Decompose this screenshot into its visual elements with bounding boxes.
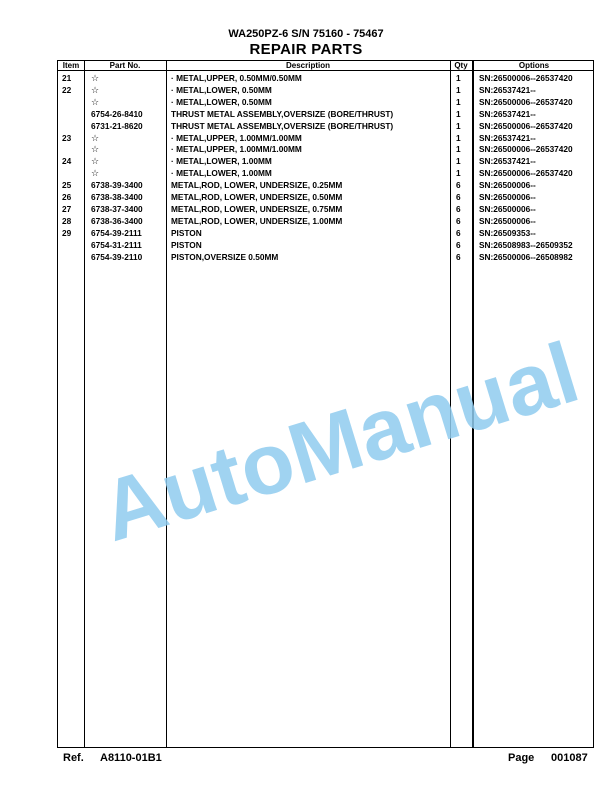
header-options: Options xyxy=(518,61,550,70)
row-item: 28 xyxy=(62,215,72,226)
row-item: 24 xyxy=(62,156,72,167)
row-options: SN:26500006--26508982 xyxy=(479,251,573,262)
row-options: SN:26537421-- xyxy=(479,156,536,167)
row-qty: 1 xyxy=(456,73,461,83)
row-options: SN:26500006--26537420 xyxy=(479,73,573,83)
row-options: SN:26500006--26537420 xyxy=(479,168,573,179)
row-description: PISTON xyxy=(171,227,202,238)
row-description: PISTON xyxy=(171,239,202,250)
row-part-number: 6754-26-8410 xyxy=(91,108,143,119)
row-options: SN:26500006-- xyxy=(479,203,536,214)
row-options: SN:26500006-- xyxy=(479,180,536,191)
table-row xyxy=(58,155,593,167)
row-part-number: 6738-36-3400 xyxy=(91,215,143,226)
table-row xyxy=(58,84,593,96)
row-options: SN:26500006-- xyxy=(479,192,536,202)
table-row xyxy=(58,132,593,144)
row-part-number: 6738-38-3400 xyxy=(91,192,143,202)
table-row xyxy=(58,191,593,203)
row-qty: 1 xyxy=(456,84,461,95)
page-label: Page xyxy=(508,752,535,764)
row-description: PISTON,OVERSIZE 0.50MM xyxy=(171,251,279,262)
table-row xyxy=(58,239,593,251)
table-row xyxy=(58,96,593,108)
row-options: SN:26508983--26509352 xyxy=(479,239,573,250)
row-part-number: ☆ xyxy=(91,144,100,155)
header-description: Description xyxy=(285,61,330,70)
row-description: · METAL,LOWER, 0.50MM xyxy=(171,96,272,107)
row-part-number: ☆ xyxy=(91,132,100,143)
row-part-number: 6731-21-8620 xyxy=(91,120,143,131)
ref-label: Ref. xyxy=(63,752,84,764)
table-row xyxy=(58,120,593,132)
row-qty: 6 xyxy=(456,251,461,262)
row-part-number: 6754-39-2111 xyxy=(91,227,142,238)
row-options: SN:26500006-- xyxy=(479,215,536,226)
table-row xyxy=(58,251,593,263)
row-qty: 1 xyxy=(456,168,461,179)
row-options: SN:26500006--26537420 xyxy=(479,144,573,155)
row-qty: 6 xyxy=(456,192,461,202)
header-part-no: Part No. xyxy=(109,61,141,70)
row-part-number: ☆ xyxy=(91,168,100,179)
row-item: 21 xyxy=(62,73,72,83)
row-part-number: ☆ xyxy=(91,96,100,107)
table-row xyxy=(58,108,593,120)
row-qty: 1 xyxy=(456,132,461,143)
row-item: 26 xyxy=(62,192,72,202)
row-description: · METAL,UPPER, 1.00MM/1.00MM xyxy=(171,144,302,155)
page-number: 001087 xyxy=(551,752,588,764)
row-item: 23 xyxy=(62,132,72,143)
row-part-number: ☆ xyxy=(91,73,100,83)
model-serial-title: WA250PZ-6 S/N 75160 - 75467 xyxy=(228,28,384,40)
row-description: METAL,ROD, LOWER, UNDERSIZE, 1.00MM xyxy=(171,215,343,226)
row-description: · METAL,UPPER, 1.00MM/1.00MM xyxy=(171,132,302,143)
row-description: · METAL,LOWER, 0.50MM xyxy=(171,84,272,95)
row-item: 25 xyxy=(62,180,72,191)
row-part-number: 6738-37-3400 xyxy=(91,203,143,214)
row-description: METAL,ROD, LOWER, UNDERSIZE, 0.75MM xyxy=(171,203,343,214)
header-qty: Qty xyxy=(454,61,468,70)
row-options: SN:26537421-- xyxy=(479,108,536,119)
row-part-number: ☆ xyxy=(91,84,100,95)
row-options: SN:26509353-- xyxy=(479,227,536,238)
row-part-number: 6754-31-2111 xyxy=(91,239,142,250)
table-row xyxy=(58,179,593,191)
row-qty: 1 xyxy=(456,96,461,107)
page-title: REPAIR PARTS xyxy=(249,41,363,58)
row-options: SN:26500006--26537420 xyxy=(479,120,573,131)
row-qty: 6 xyxy=(456,215,461,226)
row-description: METAL,ROD, LOWER, UNDERSIZE, 0.50MM xyxy=(171,192,343,202)
header-item: Item xyxy=(62,61,80,70)
row-qty: 6 xyxy=(456,239,461,250)
row-qty: 1 xyxy=(456,120,461,131)
row-qty: 1 xyxy=(456,144,461,155)
parts-table xyxy=(57,60,594,748)
row-item: 27 xyxy=(62,203,72,214)
header-separator xyxy=(58,70,593,71)
row-item: 22 xyxy=(62,84,72,95)
row-qty: 6 xyxy=(456,227,461,238)
table-row xyxy=(58,203,593,215)
row-description: THRUST METAL ASSEMBLY,OVERSIZE (BORE/THRUST) xyxy=(171,120,394,131)
row-item: 29 xyxy=(62,227,72,238)
row-part-number: 6754-39-2110 xyxy=(91,251,143,262)
ref-value: A8110-01B1 xyxy=(100,752,162,764)
row-qty: 6 xyxy=(456,203,461,214)
row-part-number: ☆ xyxy=(91,156,100,167)
table-row xyxy=(58,167,593,179)
row-options: SN:26537421-- xyxy=(479,84,536,95)
row-qty: 6 xyxy=(456,180,461,191)
row-description: METAL,ROD, LOWER, UNDERSIZE, 0.25MM xyxy=(171,180,343,191)
row-description: · METAL,UPPER, 0.50MM/0.50MM xyxy=(171,73,302,83)
row-qty: 1 xyxy=(456,108,461,119)
row-description: · METAL,LOWER, 1.00MM xyxy=(171,168,272,179)
table-row xyxy=(58,72,593,84)
row-qty: 1 xyxy=(456,156,461,167)
table-row xyxy=(58,227,593,239)
watermark-text: AutoManual xyxy=(90,324,589,561)
row-options: SN:26537421-- xyxy=(479,132,536,143)
row-options: SN:26500006--26537420 xyxy=(479,96,573,107)
table-row xyxy=(58,215,593,227)
row-part-number: 6738-39-3400 xyxy=(91,180,143,191)
table-row xyxy=(58,143,593,155)
row-description: · METAL,LOWER, 1.00MM xyxy=(171,156,272,167)
row-description: THRUST METAL ASSEMBLY,OVERSIZE (BORE/THRUST) xyxy=(171,108,394,119)
